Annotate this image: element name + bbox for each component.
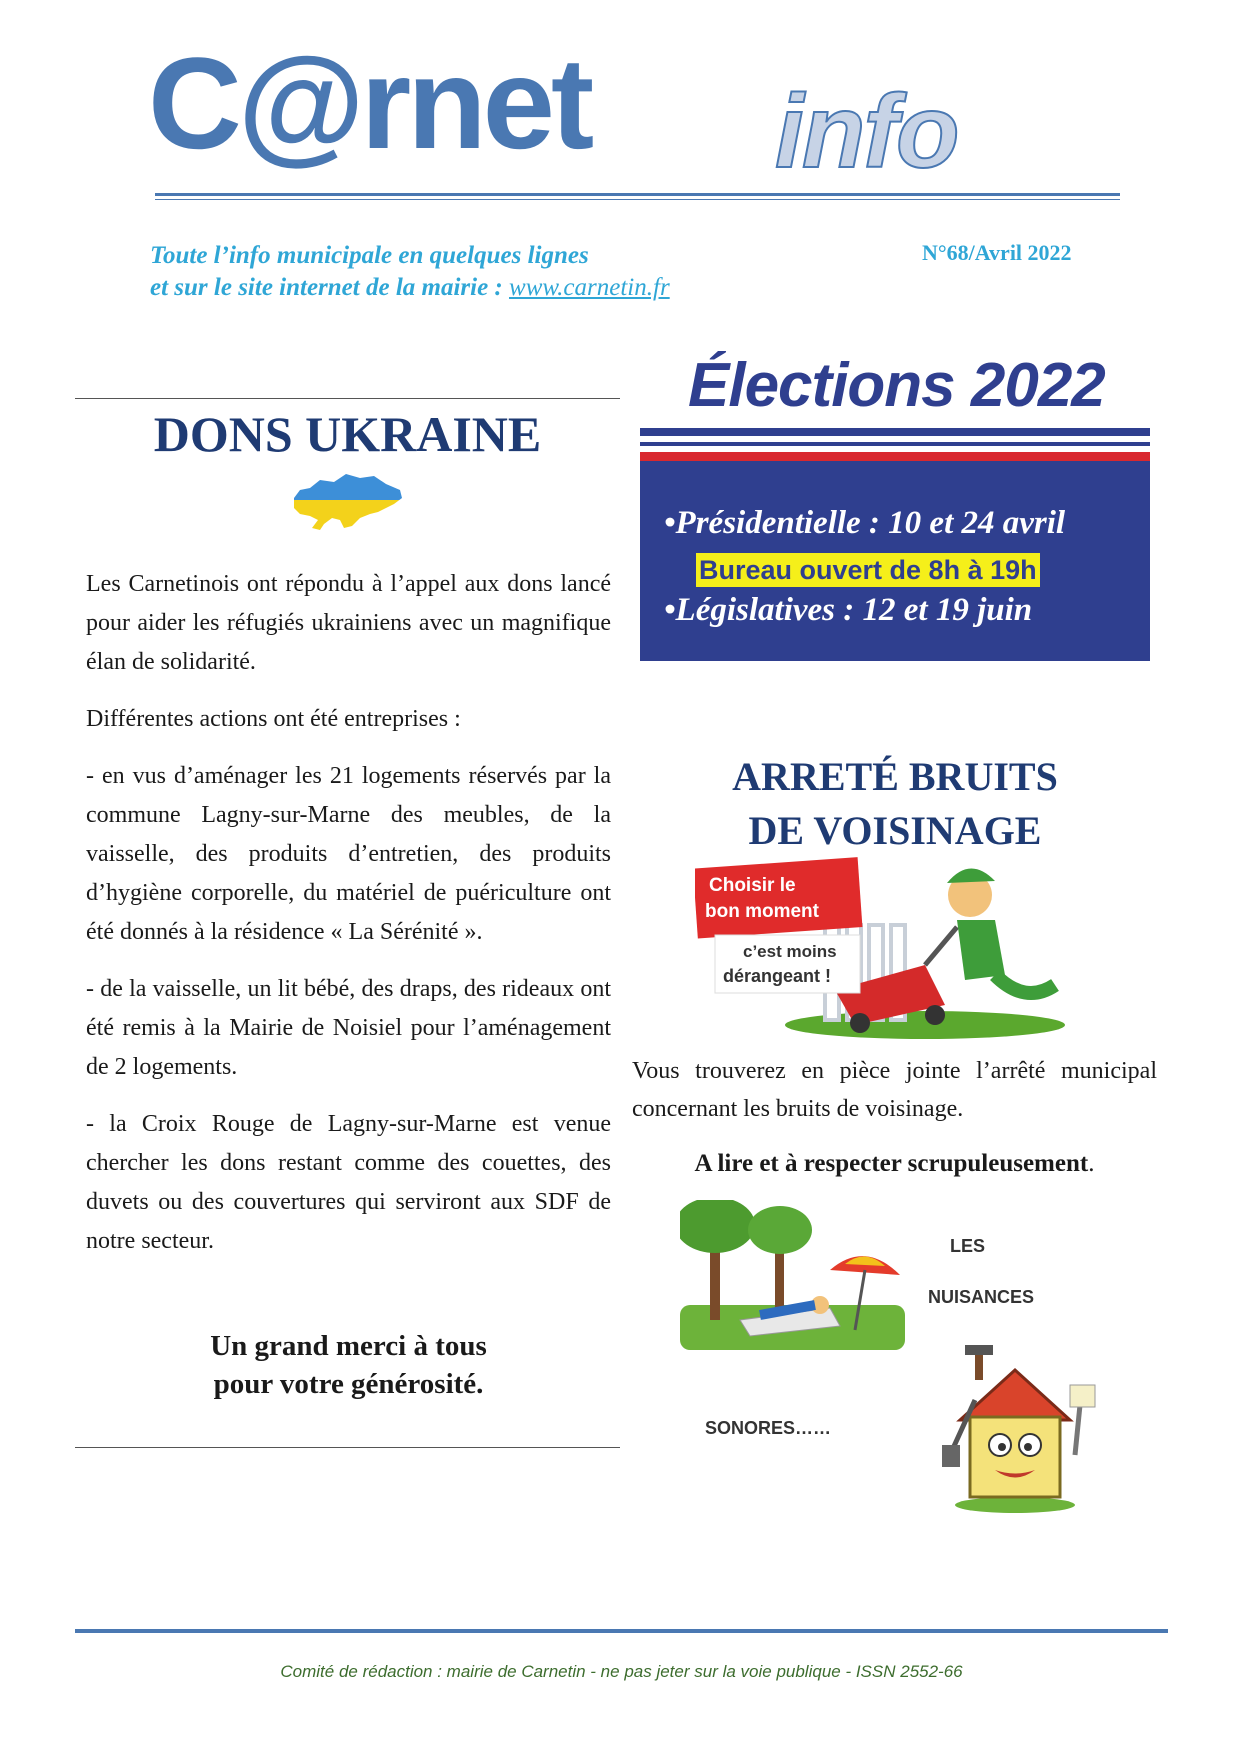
dons-paragraph: Les Carnetinois ont répondu à l’appel aux dons lancé pour aider les réfugiés ukrainiens avec un magnifique élan de solidarité. [86,571,611,675]
section-divider-bottom [75,1447,620,1448]
dons-title: DONS UKRAINE [153,406,542,462]
ukraine-map-icon [290,468,405,538]
nuisances-word-sonores: SONORES…… [705,1418,832,1438]
arrete-instruction-bold: A lire et à respecter scrupuleusement [694,1150,1089,1177]
dons-paragraph: - de la vaisselle, un lit bébé, des draps, des rideaux ont été remis à la Mairie de Noisiel pour l’aménagement de 2 logements. [86,976,611,1080]
elections-title: Élections 2022 [688,351,1105,420]
elections-bar-navy [640,428,1150,436]
poster-text-2: bon moment [705,901,819,922]
nuisances-word-les: LES [950,1236,986,1256]
poster-text-4: dérangeant ! [723,966,832,986]
elections-bar-navy-thin [640,442,1150,446]
lawnmower-illustration [695,855,1075,1040]
logo-underline-thin [155,199,1120,200]
garden-noise-illustration [680,1200,905,1360]
legislative-dates: •Législatives : 12 et 19 juin [664,592,1033,628]
logo-info: info [775,74,958,190]
website-link[interactable]: www.carnetin.fr [509,274,670,301]
dons-paragraph: - en vus d’aménager les 21 logements réservés par la commune Lagny-sur-Marne des meubles, de la vaisselle, des produits d’entretien, des produits d’hygiène corporelle, du matériel de puériculture ont été donnés à la résidence « La Sérénité ». [86,763,611,945]
poster-text-1: Choisir le [709,875,796,896]
dons-body [86,565,611,1279]
thanks-line-2: pour votre générosité. [213,1368,484,1400]
logo-underline [155,193,1120,196]
arrete-title-line-2: DE VOISINAGE [748,808,1042,853]
poster-text-3: c’est moins [743,942,837,961]
thanks-line-1: Un grand merci à tous [210,1330,487,1362]
arrete-title [635,750,1155,858]
arrete-title-line-1: ARRETÉ BRUITS [732,754,1058,799]
dons-paragraph: Différentes actions ont été entreprises : [86,706,461,732]
elections-bar-red [640,452,1150,461]
tagline-line-2 [150,272,670,304]
tagline-line-1: Toute l’info municipale en quelques lignes [150,242,589,269]
tagline-prefix: et sur le site internet de la mairie : [150,274,510,301]
footer-line [75,1629,1168,1633]
presidential-dates: •Présidentielle : 10 et 24 avril [664,505,1066,541]
footer-text: Comité de rédaction : mairie de Carnetin - ne pas jeter sur la voie publique - ISSN 2552-66 [280,1662,963,1681]
arrete-text: Vous trouverez en pièce jointe l’arrêté municipal concernant les bruits de voisinage. [632,1058,1157,1122]
polling-hours: Bureau ouvert de 8h à 19h [696,553,1040,587]
tagline [150,240,670,304]
thanks-message [86,1327,611,1403]
logo-carnet: C@rnet [148,30,591,176]
arrete-instruction-period: . [1088,1150,1095,1177]
nuisances-word-nuisances: NUISANCES [928,1287,1035,1307]
noisy-house-illustration [930,1345,1100,1515]
issue-number: N°68/Avril 2022 [922,240,1072,265]
arrete-instruction [632,1150,1157,1178]
section-divider-top [75,398,620,399]
dons-paragraph: - la Croix Rouge de Lagny-sur-Marne est venue chercher les dons restant comme des couettes, des duvets ou des couvertures qui serviront aux SDF de notre secteur. [86,1111,611,1254]
